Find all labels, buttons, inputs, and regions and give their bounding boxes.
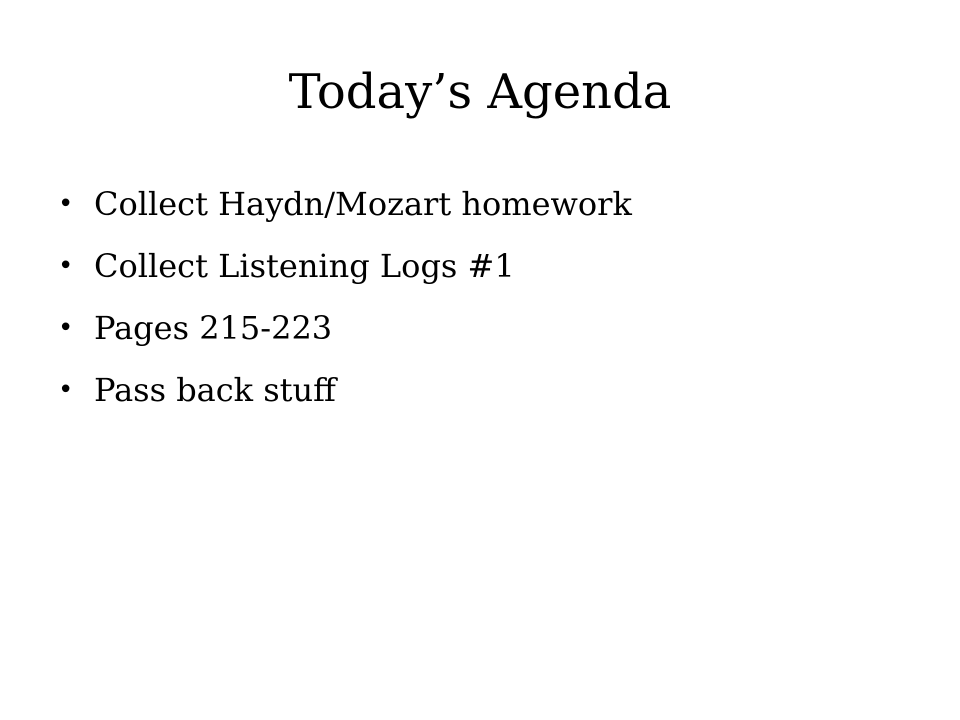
slide-title: Today’s Agenda: [288, 64, 672, 120]
agenda-item-text: Collect Haydn/Mozart homework: [94, 185, 632, 223]
bullet-icon: •: [58, 189, 74, 219]
agenda-item-text: Pages 215-223: [94, 309, 333, 347]
bullet-icon: •: [58, 313, 74, 343]
bullet-icon: •: [58, 251, 74, 281]
agenda-item-text: Pass back stuff: [94, 371, 336, 409]
bullet-icon: •: [58, 375, 74, 405]
agenda-item-text: Collect Listening Logs #1: [94, 247, 515, 285]
